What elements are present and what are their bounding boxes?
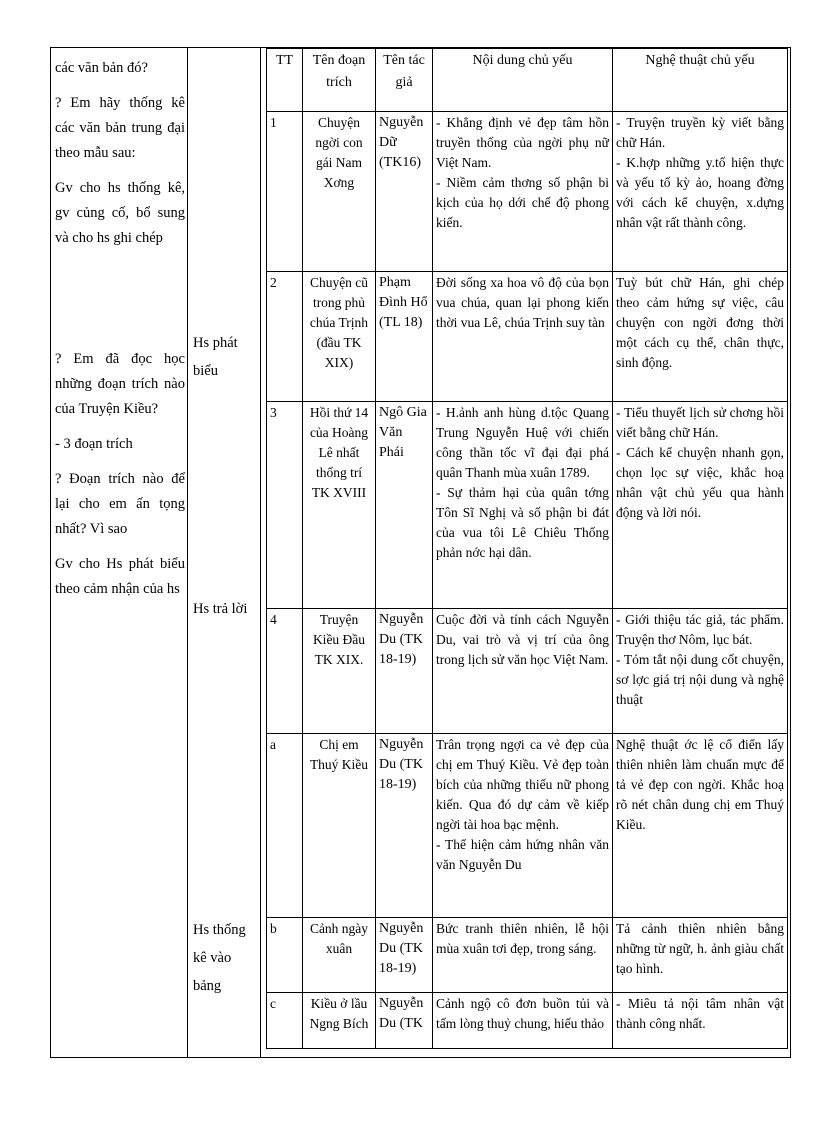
literature-summary-table [266,48,788,1049]
outer-table [50,47,791,1058]
cell-title: Chuyện cũ trong phủ chúa Trịnh (đầu TK XIX) [303,272,376,402]
student-note: Hs thống kê vào bảng [193,922,246,994]
header-art: Nghệ thuật chủ yếu [613,49,788,112]
cell-title: Cảnh ngày xuân [303,918,376,993]
teacher-activity-column [55,48,185,612]
header-author: Tên tác giả [376,49,433,112]
column-divider [260,48,261,1057]
cell-art: - Giới thiệu tác giả, tác phẩm. Truyện thơ Nôm, lục bát. - Tóm tắt nội dung cốt chuyện, sơ lợc giá trị nội dung và nghệ thuật [613,609,788,734]
cell-tt: 4 [267,609,303,734]
table-row [267,272,788,402]
cell-tt: c [267,993,303,1049]
question-paragraph: ? Em đã đọc học những đoạn trích nào của Truyện Kiều? [55,351,185,417]
table-row [267,993,788,1049]
header-title: Tên đoạn trích [303,49,376,112]
cell-title: Kiều ở lầu Ngng Bích [303,993,376,1049]
table-row [267,734,788,918]
cell-author: Nguyễn Du (TK 18-19) [376,918,433,993]
answer-paragraph: - 3 đoạn trích [55,436,133,452]
cell-tt: 2 [267,272,303,402]
table-row [267,402,788,609]
instruction-paragraph: Gv cho hs thống kê, gv củng cố, bổ sung và cho hs ghi chép [55,180,185,246]
cell-art: Tuỳ bút chữ Hán, ghi chép theo cảm hứng sự việc, câu chuyện con ngời đơng thời một cách cụ thể, chân thực, sinh động. [613,272,788,402]
header-content: Nội dung chủ yếu [433,49,613,112]
table-row [267,112,788,272]
cell-author: Nguyễn Dữ (TK16) [376,112,433,272]
header-tt: TT [267,49,303,112]
student-note: Hs phát biểu [193,335,238,379]
cell-content: Bức tranh thiên nhiên, lễ hội mùa xuân tơi đẹp, trong sáng. [433,918,613,993]
cell-author: Nguyễn Du (TK [376,993,433,1049]
table-row [267,609,788,734]
table-header-row [267,49,788,112]
cell-content: Trân trọng ngợi ca vẻ đẹp của chị em Thuý Kiều. Vẻ đẹp toàn bích của những thiếu nữ phong kiến. Qua đó dự cảm về kiếp ngời tài hoa bạc mệnh. - Thể hiện cảm hứng nhân văn văn Nguyễn Du [433,734,613,918]
question-paragraph: ? Đoạn trích nào để lại cho em ấn tọng nhất? Vì sao [55,471,185,537]
cell-author: Nguyễn Du (TK 18-19) [376,734,433,918]
cell-content: Cảnh ngộ cô đơn buồn tủi và tấm lòng thuỷ chung, hiếu thảo [433,993,613,1049]
cell-tt: a [267,734,303,918]
cell-art: - Tiểu thuyết lịch sử chơng hồi viết bằng chữ Hán. - Cách kể chuyện nhanh gọn, chọn lọc sự việc, khắc hoạ nhân vật chủ yếu qua hành động và lời nói. [613,402,788,609]
cell-art: Nghệ thuật ớc lệ cổ điển lấy thiên nhiên làm chuẩn mực để tả vẻ đẹp con ngời. Khắc hoạ rõ nét chân dung chị em Thuý Kiều. [613,734,788,918]
question-paragraph: ? Em hãy thống kê các văn bản trung đại theo mẫu sau: [55,95,185,161]
cell-title: Chuyện ngời con gái Nam Xơng [303,112,376,272]
cell-title: Chị em Thuý Kiều [303,734,376,918]
cell-content: Đời sống xa hoa vô độ của bọn vua chúa, quan lại phong kiến thời vua Lê, chúa Trịnh suy tàn [433,272,613,402]
cell-tt: 1 [267,112,303,272]
question-paragraph: các văn bản đó? [55,60,148,76]
table-row [267,918,788,993]
cell-art: - Truyện truyền kỳ viết bằng chữ Hán. - K.hợp những y.tố hiện thực và yếu tố kỳ ảo, hoang đờng với cách kể chuyện, x.dựng nhân vật rất thành công. [613,112,788,272]
cell-art: Tả cảnh thiên nhiên bằng những từ ngữ, h. ảnh giàu chất tạo hình. [613,918,788,993]
cell-art: - Miêu tả nội tâm nhân vật thành công nhất. [613,993,788,1049]
column-divider [187,48,188,1057]
cell-content: - Khẳng định vẻ đẹp tâm hồn truyền thống của ngời phụ nữ Việt Nam. - Niềm cảm thơng số phận bi kịch của họ dới chế độ phong kiến. [433,112,613,272]
cell-author: Ngô Gia Văn Phái [376,402,433,609]
student-note: Hs trả lời [193,601,248,617]
cell-content: Cuộc đời và tính cách Nguyễn Du, vai trò và vị trí của ông trong lịch sử văn học Việt Nam. [433,609,613,734]
cell-title: Hồi thứ 14 của Hoàng Lê nhất thống trí TK XVIII [303,402,376,609]
instruction-paragraph: Gv cho Hs phát biểu theo cảm nhận của hs [55,556,185,597]
cell-tt: 3 [267,402,303,609]
cell-author: Phạm Đình Hổ (TL 18) [376,272,433,402]
cell-content: - H.ảnh anh hùng d.tộc Quang Trung Nguyễn Huệ với chiến công thần tốc vĩ đại đại phá quân Thanh mùa xuân 1789. - Sự thảm hại của quân tớng Tôn Sĩ Nghị và số phận bi đát của vua tôi Lê Chiêu Thống phản nớc hại dân. [433,402,613,609]
cell-title: Truyện Kiều Đầu TK XIX. [303,609,376,734]
cell-tt: b [267,918,303,993]
cell-author: Nguyễn Du (TK 18-19) [376,609,433,734]
